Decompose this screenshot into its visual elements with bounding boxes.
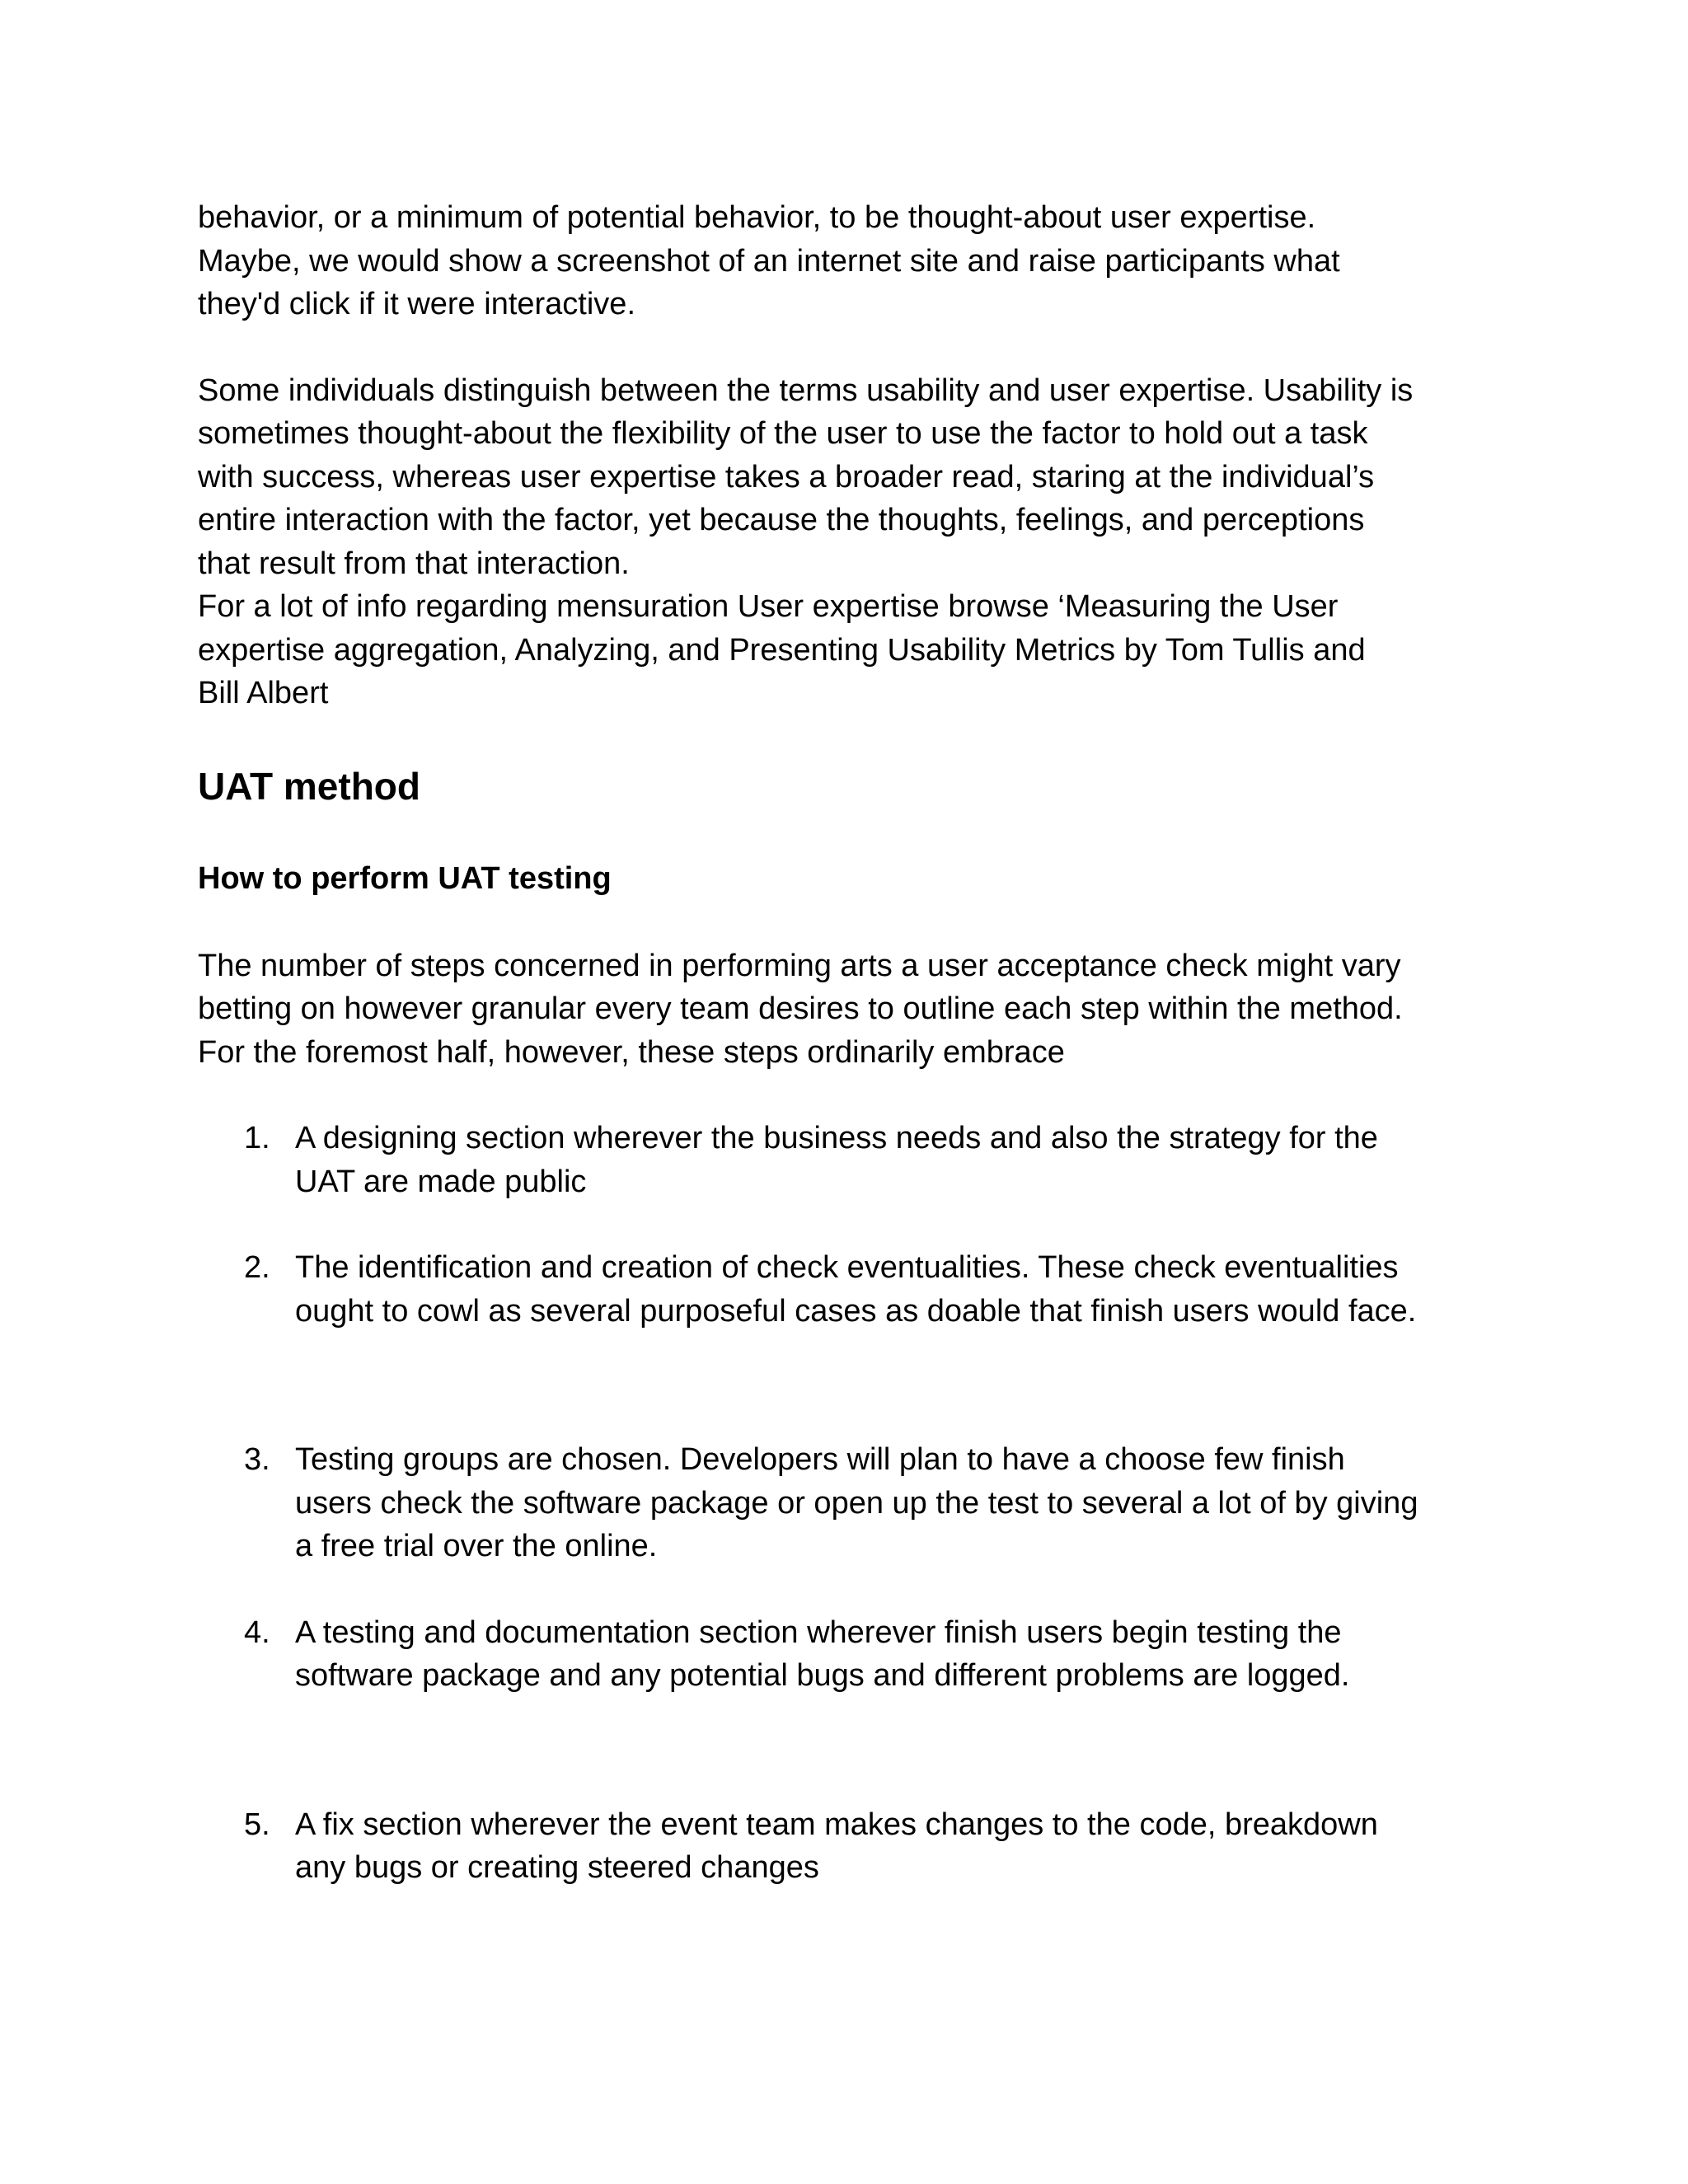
text-line: betting on however granular every team desires to outline each step within the method. bbox=[198, 991, 1403, 1026]
list-number: 1. bbox=[244, 1121, 270, 1155]
text-line: The number of steps concerned in performing arts a user acceptance check might vary bbox=[198, 948, 1401, 983]
paragraph-reference bbox=[198, 585, 1500, 715]
list-number: 5. bbox=[244, 1807, 270, 1842]
list-item bbox=[198, 1438, 1500, 1568]
paragraph-behavior bbox=[198, 196, 1500, 326]
text-line: users check the software package or open up the test to several a lot of by giving bbox=[295, 1485, 1418, 1521]
text-line: a free trial over the online. bbox=[295, 1529, 658, 1563]
text-line: For the foremost half, however, these steps ordinarily embrace bbox=[198, 1034, 1065, 1070]
text-line: A designing section wherever the business needs and also the strategy for the bbox=[295, 1121, 1378, 1155]
list-number: 2. bbox=[244, 1250, 270, 1285]
text-line: software package and any potential bugs and different problems are logged. bbox=[295, 1658, 1350, 1693]
text-line: A testing and documentation section wherever finish users begin testing the bbox=[295, 1615, 1342, 1650]
text-line: sometimes thought-about the flexibility of the user to use the factor to hold out a task bbox=[198, 416, 1368, 451]
steps-list bbox=[198, 1117, 1500, 1890]
section-heading: UAT method bbox=[198, 764, 421, 808]
text-line: that result from that interaction. bbox=[198, 546, 630, 581]
list-number: 4. bbox=[244, 1615, 270, 1650]
text-line: expertise aggregation, Analyzing, and Presenting Usability Metrics by Tom Tullis and bbox=[198, 632, 1366, 668]
text-line: they'd click if it were interactive. bbox=[198, 287, 635, 321]
text-line: A fix section wherever the event team makes changes to the code, breakdown bbox=[295, 1807, 1378, 1842]
document-body bbox=[198, 196, 1500, 1890]
paragraph-usability bbox=[198, 369, 1500, 586]
text-line: UAT are made public bbox=[295, 1164, 587, 1199]
text-line: Bill Albert bbox=[198, 676, 329, 710]
paragraph-spacer bbox=[198, 326, 1500, 369]
text-line: behavior, or a minimum of potential behavior, to be thought-about user expertise. bbox=[198, 200, 1316, 235]
list-number: 3. bbox=[244, 1442, 270, 1477]
list-item bbox=[198, 1246, 1500, 1333]
subsection-heading: How to perform UAT testing bbox=[198, 860, 612, 896]
text-line: any bugs or creating steered changes bbox=[295, 1850, 819, 1885]
text-line: with success, whereas user expertise takes a broader read, staring at the individual’s bbox=[198, 459, 1375, 494]
text-line: Maybe, we would show a screenshot of an internet site and raise participants what bbox=[198, 243, 1340, 279]
list-item bbox=[198, 1117, 1500, 1203]
paragraph-intro bbox=[198, 944, 1500, 1075]
text-line: Testing groups are chosen. Developers will plan to have a choose few finish bbox=[295, 1442, 1345, 1477]
text-line: entire interaction with the factor, yet because the thoughts, feelings, and perceptions bbox=[198, 503, 1365, 537]
list-item bbox=[198, 1611, 1500, 1698]
text-line: For a lot of info regarding mensuration User expertise browse ‘Measuring the User bbox=[198, 589, 1339, 624]
text-line: Some individuals distinguish between the terms usability and user expertise. Usability is bbox=[198, 373, 1414, 408]
text-line: The identification and creation of check eventualities. These check eventualities bbox=[295, 1250, 1399, 1285]
text-line: ought to cowl as several purposeful cases as doable that finish users would face. bbox=[295, 1293, 1417, 1329]
list-item bbox=[198, 1803, 1500, 1890]
